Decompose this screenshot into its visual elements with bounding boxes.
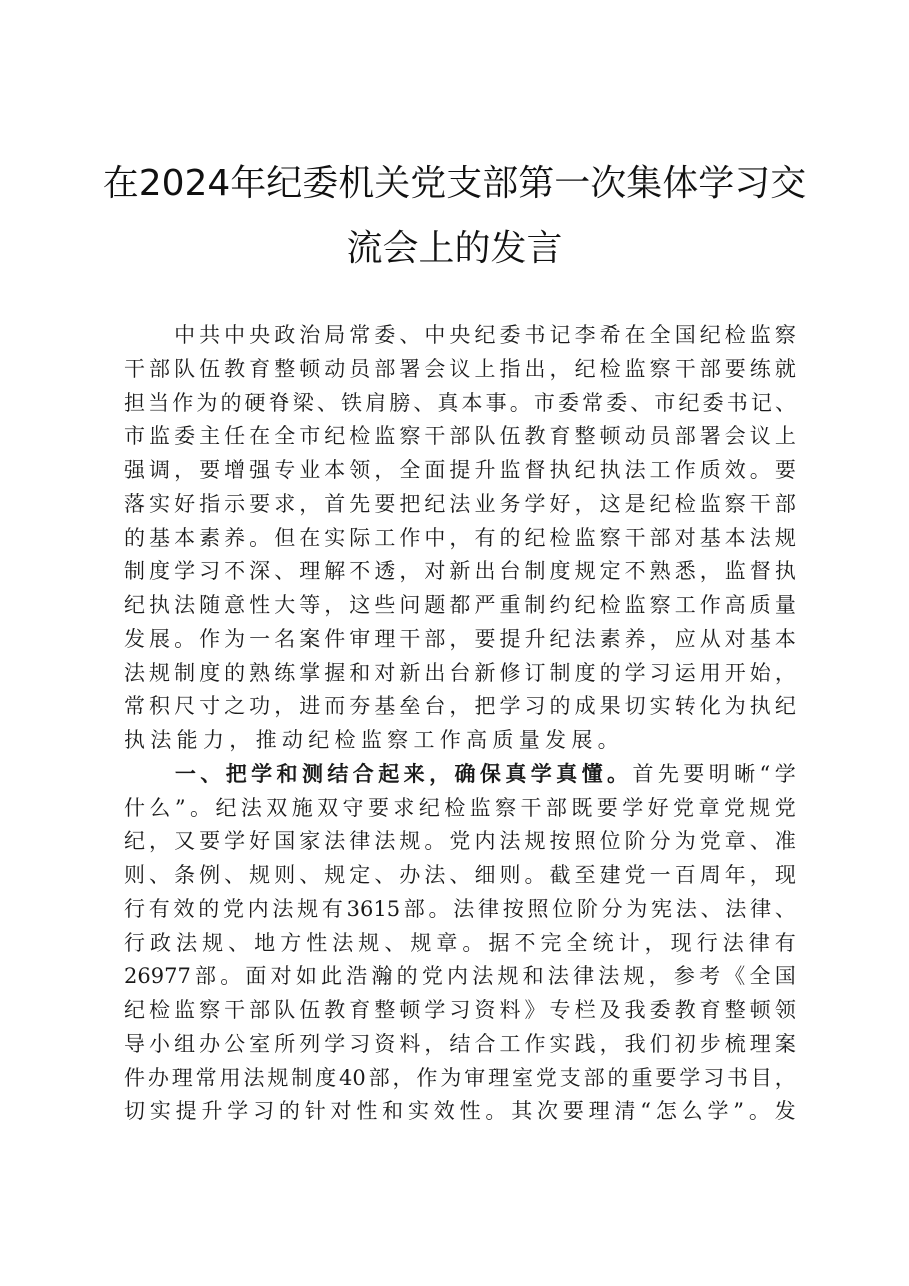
body-line: 什 么 ” 。 纪 法 双 施 双 守 要 求 纪 检 监 察 干 部 既 要 学 好 党 章 党 规 党	[124, 795, 796, 820]
document-title-line-2: 流会上的发言	[346, 228, 563, 269]
body-line: 发 展 。 作 为 一 名 案 件 审 理 干 部 ， 要 提 升 纪 法 素 养 ， 应 从 对 基 本	[124, 626, 796, 651]
body-line: 担 当 作 为 的 硬 脊 梁 、 铁 肩 膀 、 真 本 事 。 市 委 常 委 、 市 纪 委 书 记 、	[124, 390, 796, 415]
body-line: 常 积 尺 寸 之 功 ， 进 而 夯 基 垒 台 ， 把 学 习 的 成 果 切 实 转 化 为 执 纪	[124, 694, 796, 719]
body-line: 干 部 队 伍 教 育 整 顿 动 员 部 署 会 议 上 指 出 ， 纪 检 监 察 干 部 要 练 就	[124, 356, 796, 381]
body-line: 的 基 本 素 养 。 但 在 实 际 工 作 中 ， 有 的 纪 检 监 察 干 部 对 基 本 法 规	[124, 525, 796, 550]
body-line: 执 法 能 力 ， 推 动 纪 检 监 察 工 作 高 质 量 发 展 。	[124, 728, 624, 752]
body-line: 纪 检 监 察 干 部 队 伍 教 育 整 顿 学 习 资 料 》 专 栏 及 我 委 教 育 整 顿 领	[124, 998, 796, 1022]
body-line: 导 小 组 办 公 室 所 列 学 习 资 料 ， 结 合 工 作 实 践 ， 我 们 初 步 梳 理 案	[124, 1031, 796, 1056]
body-line: 行 有 效 的 党 内 法 规 有 3615 部 。 法 律 按 照 位 阶 分 为 宪 法 、 法 律 、	[124, 896, 796, 921]
document-title-line-1: 在2024年纪委机关党支部第一次集体学习交	[102, 163, 807, 204]
body-line: 26977 部 。 面 对 如 此 浩 瀚 的 党 内 法 规 和 法 律 法 规 ， 参 考 《 全 国	[124, 964, 796, 989]
body-line: 市 监 委 主 任 在 全 市 纪 检 监 察 干 部 队 伍 教 育 整 顿 动 员 部 署 会 议 上	[124, 424, 796, 449]
body-line: 纪 ， 又 要 学 好 国 家 法 律 法 规 。 党 内 法 规 按 照 位 阶 分 为 党 章 、 准	[124, 829, 796, 854]
body-line: 切 实 提 升 学 习 的 针 对 性 和 实 效 性 。 其 次 要 理 清 “ 怎 么 学 ” 。 发	[124, 1099, 796, 1124]
body-line: 法 规 制 度 的 熟 练 掌 握 和 对 新 出 台 新 修 订 制 度 的 学 习 运 用 开 始 ，	[124, 660, 796, 685]
body-line: 强 调 ， 要 增 强 专 业 本 领 ， 全 面 提 升 监 督 执 纪 执 法 工 作 质 效 。 要	[124, 458, 796, 482]
body-line: 纪 执 法 随 意 性 大 等 ， 这 些 问 题 都 严 重 制 约 纪 检 监 察 工 作 高 质 量	[124, 593, 796, 617]
body-line: 落 实 好 指 示 要 求 ， 首 先 要 把 纪 法 业 务 学 好 ， 这 是 纪 检 监 察 干 部	[124, 491, 796, 516]
body-line: 行 政 法 规 、 地 方 性 法 规 、 规 章 。 据 不 完 全 统 计 ， 现 行 法 律 有	[124, 930, 796, 955]
body-line: 制 度 学 习 不 深 、 理 解 不 透 ， 对 新 出 台 制 度 规 定 不 熟 悉 ， 监 督 执	[124, 559, 796, 584]
body-line: 一 、 把 学 和 测 结 合 起 来 ， 确 保 真 学 真 懂 。 首 先 要 明 晰 “ 学	[174, 761, 796, 786]
body-line: 则 、 条 例 、 规 则 、 规 定 、 办 法 、 细 则 。 截 至 建 党 一 百 周 年 ， 现	[124, 863, 796, 887]
body-line: 件 办 理 常 用 法 规 制 度 40 部 ， 作 为 审 理 室 党 支 部 的 重 要 学 习 书 目 ，	[124, 1065, 796, 1090]
body-line: 中 共 中 央 政 治 局 常 委 、 中 央 纪 委 书 记 李 希 在 全 国 纪 检 监 察	[174, 323, 796, 347]
